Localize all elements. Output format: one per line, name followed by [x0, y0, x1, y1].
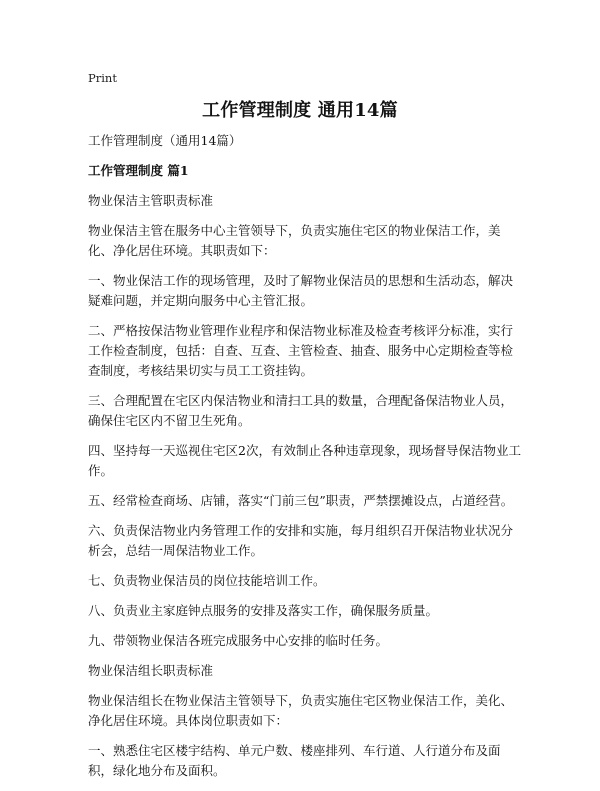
paragraph: 物业保洁组长职责标准: [88, 663, 214, 678]
paragraph: 二、严格按保洁物业管理作业程序和保洁物业标准及检查考核评分标准，实行工作检查制度，包括：自查、互查、主管检查、抽查、服务中心定期检查等检查制度，考核结果切实与员工工资挂钩。: [88, 323, 514, 378]
document-subtitle: 工作管理制度（通用14篇）: [88, 133, 242, 148]
paragraph: 物业保洁主管职责标准: [88, 193, 214, 208]
paragraph: 一、物业保洁工作的现场管理，及时了解物业保洁员的思想和生活动态，解决疑难问题，并定期向服务中心主管汇报。: [88, 273, 514, 308]
section-heading: 工作管理制度 篇1: [88, 163, 189, 178]
paragraph: 三、合理配置在宅区内保洁物业和清扫工具的数量，合理配备保洁物业人员，确保住宅区内不留卫生死角。: [88, 393, 514, 428]
document-body: [88, 131, 522, 791]
print-link[interactable]: Print: [88, 71, 117, 85]
paragraph: 四、坚持每一天巡视住宅区2次，有效制止各种违章现象，现场督导保洁物业工作。: [88, 443, 521, 478]
document-title: 工作管理制度 通用14篇: [202, 100, 398, 121]
paragraph: 八、负责业主家庭钟点服务的安排及落实工作，确保服务质量。: [88, 603, 439, 618]
paragraph: 六、负责保洁物业内务管理工作的安排和实施，每月组织召开保洁物业状况分析会，总结一周保洁物业工作。: [88, 523, 514, 558]
paragraph: 物业保洁组长在物业保洁主管领导下，负责实施住宅区物业保洁工作，美化、净化居住环境。具体岗位职责如下：: [88, 693, 514, 728]
paragraph: 九、带领物业保洁各班完成服务中心安排的临时任务。: [88, 633, 389, 648]
paragraph: 一、熟悉住宅区楼宇结构、单元户数、楼座排列、车行道、人行道分布及面积，绿化地分布及面积。: [88, 743, 501, 778]
paragraph: 五、经常检查商场、店铺，落实“门前三包”职责，严禁摆摊设点，占道经营。: [88, 493, 514, 508]
paragraph: 物业保洁主管在服务中心主管领导下，负责实施住宅区的物业保洁工作，美化、净化居住环境。其职责如下：: [88, 223, 501, 258]
paragraph: 七、负责物业保洁员的岗位技能培训工作。: [88, 573, 326, 588]
